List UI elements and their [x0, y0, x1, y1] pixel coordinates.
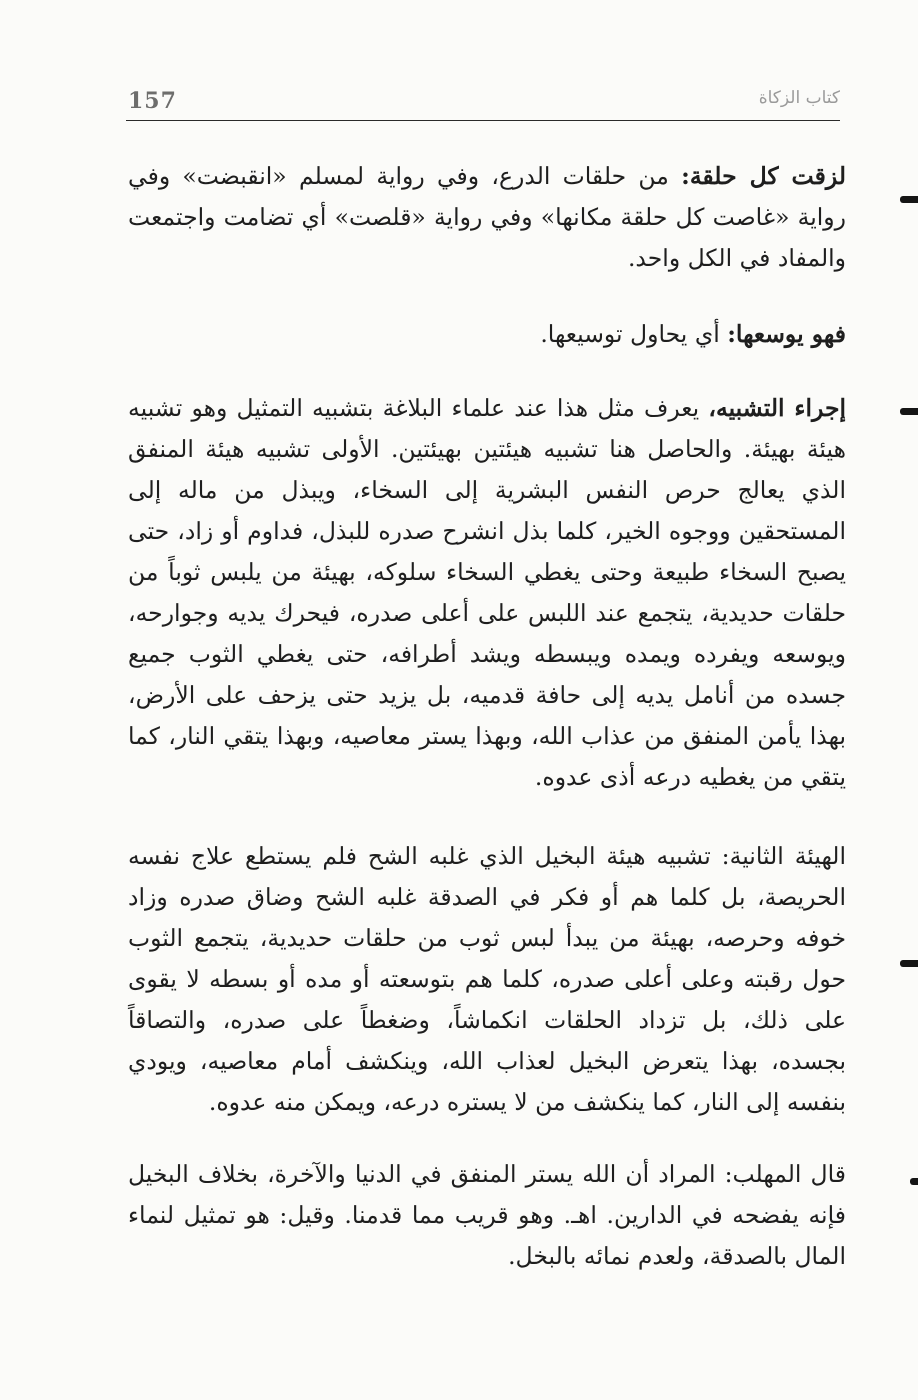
paragraph-2-term: فهو يوسعها: — [727, 320, 846, 348]
paragraph-5 — [128, 1154, 846, 1277]
paragraph-1 — [128, 156, 846, 279]
running-title: كتاب الزكاة — [758, 88, 840, 108]
margin-tab-mark — [900, 408, 918, 415]
paragraph-2 — [128, 314, 846, 355]
paragraph-2-text: أي يحاول توسيعها. — [540, 320, 720, 348]
page-number: 157 — [128, 88, 177, 114]
paragraph-1-term: لزقت كل حلقة: — [681, 162, 846, 190]
paragraph-4-text: الهيئة الثانية: تشبيه هيئة البخيل الذي غلبه الشح فلم يستطع علاج نفسه الحريصة، بل كلما هم أو فكر في الصدقة غلبه الشح وضاق صدره وزاد خوفه وحرصه، بهيئة من يبدأ لبس ثوب من حلقات حديدية، يتجمع الثوب حول رقبته وعلى أعلى صدره، كلما هم بتوسعته أو مده أو بسطه لا يقوى على ذلك، بل تزداد الحلقات انكماشاً، وضغطاً على صدره، والتصاقاً بجسده، بهذا يتعرض البخيل لعذاب الله، وينكشف أمام معاصيه، ويودي بنفسه إلى النار، كما ينكشف من لا يستره درعه، ويمكن منه عدوه. — [128, 842, 846, 1116]
page-header — [126, 84, 840, 121]
margin-tab-mark — [900, 196, 918, 203]
paragraph-5-text: قال المهلب: المراد أن الله يستر المنفق في الدنيا والآخرة، بخلاف البخيل فإنه يفضحه في الدارين. اهـ. وهو قريب مما قدمنا. وقيل: هو تمثيل لنماء المال بالصدقة، ولعدم نمائه بالبخل. — [128, 1160, 846, 1270]
paragraph-3-text: يعرف مثل هذا عند علماء البلاغة بتشبيه التمثيل وهو تشبيه هيئة بهيئة. والحاصل هنا تشبيه هيئتين بهيئتين. الأولى تشبيه هيئة المنفق الذي يعالج حرص النفس البشرية إلى السخاء، ويبذل من ماله إلى المستحقين ووجوه الخير، كلما بذل انشرح صدره للبذل، فداوم أو زاد، حتى يصبح السخاء طبيعة وحتى يغطي السخاء سلوكه، بهيئة من يلبس ثوباً من حلقات حديدية، يتجمع عند اللبس على أعلى صدره، فيحرك يديه وجوارحه، ويوسعه ويفرده ويمده ويبسطه ويشد أطرافه، حتى يغطي الثوب جميع جسده من أنامل يديه إلى حافة قدميه، بل يزيد حتى يزحف على الأرض، بهذا يأمن المنفق من عذاب الله، وبهذا يستر معاصيه، وبهذا يتقي النار، كما يتقي من يغطيه درعه أذى عدوه. — [128, 394, 846, 791]
paragraph-1-text: من حلقات الدرع، وفي رواية لمسلم «انقبضت» وفي رواية «غاصت كل حلقة مكانها» وفي رواية «قلصت» أي تضامت واجتمعت والمفاد في الكل واحد. — [128, 162, 846, 272]
paragraph-3 — [128, 388, 846, 798]
paragraph-3-term: إجراء التشبيه، — [708, 394, 846, 422]
paragraph-4 — [128, 836, 846, 1123]
margin-tab-mark — [910, 1178, 918, 1185]
margin-tab-mark — [900, 960, 918, 967]
